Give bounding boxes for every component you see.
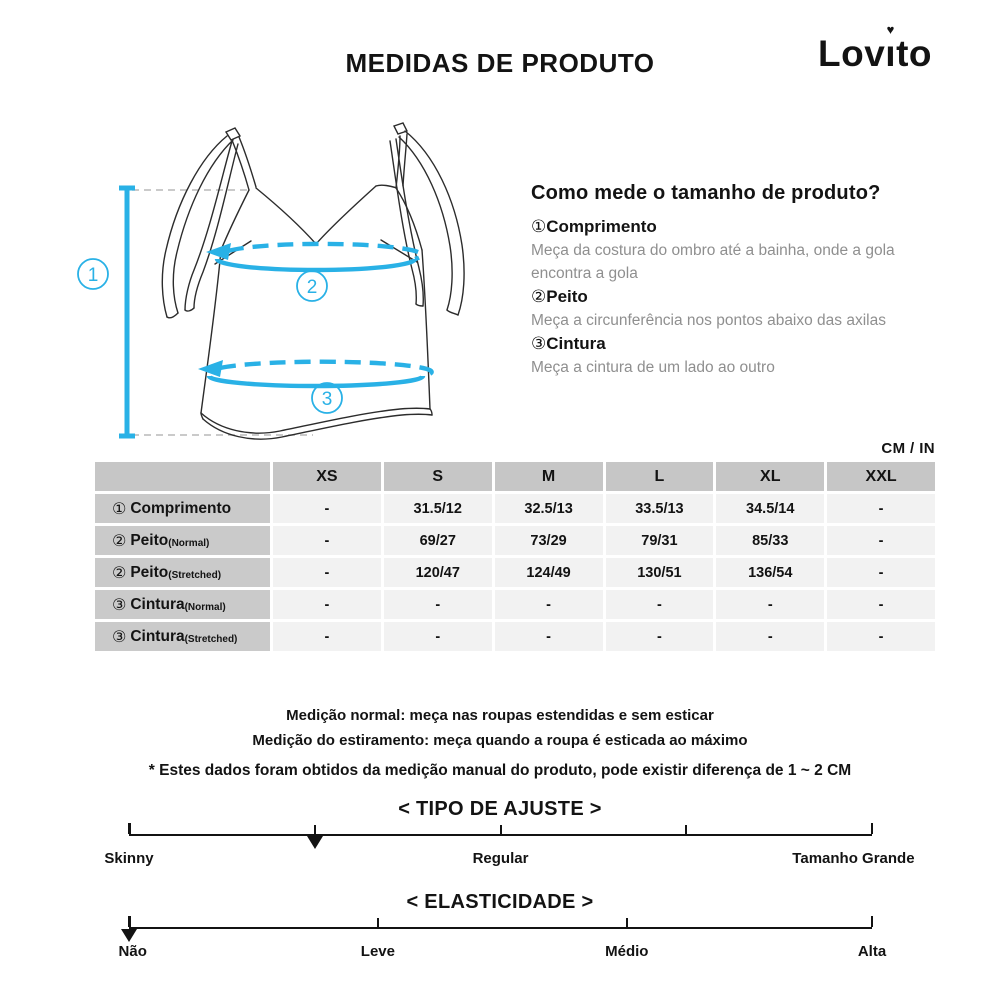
chest-measure-ellipse [206,243,422,270]
size-value-cell: - [273,558,381,587]
measure-numbers [88,265,333,410]
arrow-left-icon [198,360,223,377]
page-title: MEDIDAS DE PRODUTO [345,48,655,78]
note-stretch: Medição do estiramento: meça quando a roupa é esticada ao máximo [252,732,748,749]
guide-item-peito: ②Peito [531,287,588,307]
measure-number-circles [78,259,342,413]
size-value-cell: - [716,622,824,651]
measure-number-3: 3 [321,389,333,410]
arrow-left-icon [206,243,231,260]
size-value-cell: - [827,622,935,651]
heart-icon: ♥ [886,22,895,37]
fit-type-scale [0,798,1000,878]
size-value-cell: 73/29 [495,526,603,555]
size-value-cell: - [827,590,935,619]
size-row-label [95,558,270,587]
size-row-label [95,622,270,651]
size-value-cell: - [495,590,603,619]
circled-3-icon: ③ [531,334,547,354]
scale-label: Tamanho Grande [792,850,915,867]
elasticity-scale [0,891,1000,971]
scale-tick [500,825,502,834]
scale-marker-triangle [121,929,137,942]
guide-desc-comprimento: Meça da costura do ombro até a bainha, onde a gola encontra a gola [531,242,895,282]
size-value-cell: - [273,494,381,523]
length-measure-line [119,188,135,436]
brand-text-after: to [896,33,932,74]
size-row-sub: (Normal) [168,538,210,549]
size-row-label [95,590,270,619]
elasticity-track [118,927,887,960]
scale-label: Skinny [104,850,154,867]
scale-tick [314,825,316,834]
measure-number-2: 2 [306,277,318,298]
circled-number-icon: ① [112,499,127,518]
size-value-cell: 32.5/13 [495,494,603,523]
size-value-cell: 120/47 [384,558,492,587]
scale-label: Regular [472,850,529,867]
elasticity-title: < ELASTICIDADE > [406,891,594,913]
size-row-name: Peito [130,531,169,549]
size-column-header: XL [716,462,824,491]
scale-label: Leve [360,943,395,960]
circled-number-icon: ② [112,531,127,550]
size-value-cell: 79/31 [606,526,714,555]
size-row-sub: (Stretched) [168,570,222,581]
size-value-cell: - [273,526,381,555]
size-value-cell: - [827,558,935,587]
fit-type-track [104,834,915,867]
measure-notes [0,706,1000,780]
size-value-cell: 85/33 [716,526,824,555]
size-row-name: Cintura [130,595,185,613]
size-row-name: Comprimento [130,499,232,517]
guide-item-cintura: ③Cintura [531,334,606,354]
guide-desc-cintura: Meça a cintura de um lado ao outro [531,359,775,376]
guide-heading: Como mede o tamanho de produto? [531,182,881,204]
circled-1-icon: ① [531,217,547,237]
note-normal: Medição normal: meça nas roupas estendidas e sem esticar [286,707,714,724]
fit-type-title: < TIPO DE AJUSTE > [398,798,602,820]
size-row-sub: (Normal) [184,602,226,613]
garment-measurement-diagram [60,110,510,460]
camisole-illustration [60,110,510,460]
guide-desc-peito: Meça a circunferência nos pontos abaixo das axilas [531,312,886,329]
table-corner-cell [95,462,270,491]
size-row-label [95,494,270,523]
scale-label: Alta [857,943,887,960]
size-value-cell: - [606,622,714,651]
size-value-cell: - [273,622,381,651]
size-value-cell: - [384,622,492,651]
size-column-header: M [495,462,603,491]
scale-marker-triangle [307,836,323,849]
size-value-cell: - [273,590,381,619]
brand-text-before: Lov [818,33,886,74]
circled-number-icon: ③ [112,627,127,646]
size-value-cell: - [827,494,935,523]
size-value-cell: - [495,622,603,651]
circled-number-icon: ② [112,563,127,582]
size-value-cell: 124/49 [495,558,603,587]
size-value-cell: 136/54 [716,558,824,587]
size-row-label [95,526,270,555]
size-column-header: L [606,462,714,491]
scale-label: Não [118,943,147,960]
note-disclaimer: * Estes dados foram obtidos da medição manual do produto, pode existir diferença de 1 ~ 2 CM [148,762,852,779]
size-row-sub: (Stretched) [184,634,238,645]
size-value-cell: - [606,590,714,619]
scale-label: Médio [605,943,649,960]
size-value-cell: 69/27 [384,526,492,555]
measure-guide [531,182,903,379]
guide-dashed-lines [132,190,313,435]
size-row-name: Cintura [130,627,185,645]
size-column-header: XXL [827,462,935,491]
size-value-cell: 130/51 [606,558,714,587]
measure-number-1: 1 [87,265,99,286]
size-table [95,462,935,651]
size-value-cell: 33.5/13 [606,494,714,523]
size-row-name: Peito [130,563,169,581]
scale-tick [626,918,628,927]
waist-measure-ellipse [198,360,432,386]
guide-item-comprimento: ①Comprimento [531,217,657,237]
scale-tick [685,825,687,834]
size-value-cell: - [827,526,935,555]
size-value-cell: - [716,590,824,619]
brand-letter-i: ♥ ı [885,22,897,74]
size-value-cell: 34.5/14 [716,494,824,523]
brand-logo [818,22,932,75]
size-column-header: S [384,462,492,491]
scale-tick [377,918,379,927]
circled-number-icon: ③ [112,595,127,614]
circled-2-icon: ② [531,287,547,307]
size-value-cell: - [384,590,492,619]
size-value-cell: 31.5/12 [384,494,492,523]
size-column-header: XS [273,462,381,491]
units-label: CM / IN [881,440,935,457]
